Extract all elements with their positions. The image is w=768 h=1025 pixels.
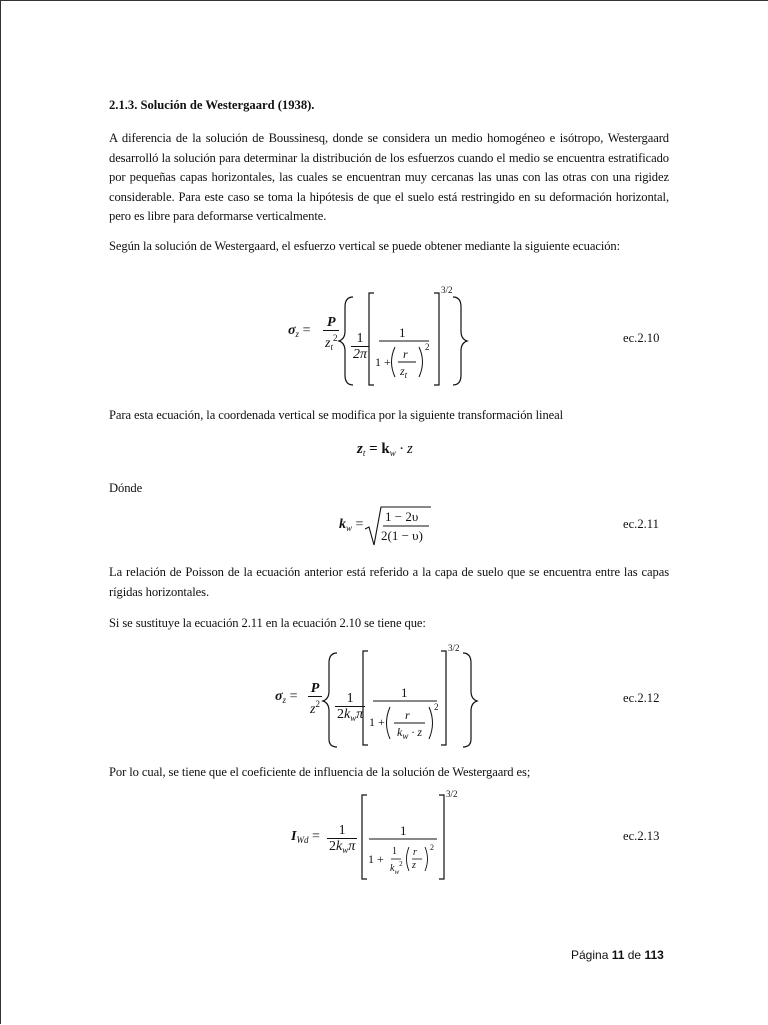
paragraph-transformation: Para esta ecuación, la coordenada vertical se modifica por la siguiente transformación lineal: [109, 408, 564, 422]
equation-2-12-label: ec.2.12: [623, 691, 660, 705]
equation-2-10-label: ec.2.10: [623, 331, 660, 345]
page-word: Página: [571, 948, 609, 962]
equation-transformation: $z_t = k_w \cdot z$: [357, 441, 413, 458]
paragraph-influence-coefficient: Por lo cual, se tiene que el coeficiente de influencia de la solución de Westergaard es;: [109, 765, 531, 779]
of-word: de: [627, 948, 642, 962]
paragraph-donde: Dónde: [109, 481, 143, 495]
document-page: 2.1.3. Solución de Westergaard (1938). A diferencia de la solución de Boussinesq, donde se considera un medio homogéneo e isótropo, Westergaard desarrolló la solución para determinar la distribución de los esfuerzos cuando el medio se encuentra estratificado por pequeñas capas horizontales, las cuales se encuentran muy cercanas las unas con las otras con una rigidez considerable. Para este caso se toma la hipótesis de que el suelo está restringido en su deformación horizontal, pero es libre para deformarse verticalmente. Según la solución de Westergaard, el esfuerzo vertical se puede obtener mediante la siguiente ecuación: $\sigma_z$ = $\frac{P}{z_t^2}$ $\frac{1}{2\pi}$ 1 1 + r $z_t$ 2 3/2 ec.2.10 Para esta ecuación, la coordenada vertical se modifica por la siguiente transformación lineal $z_t = k_w \cdot z$ Dónde $k_w$ = 1 − 2υ 2(1 − υ) ec.2.11 La relación de Poisson de la ecuación anterior está referido a la capa de suelo que se encuentra entre las capas rígidas horizontales. Si se sustituye la ecuación 2.11 en la ecuación 2.10 se tiene que: $\sigma_z$ = $\frac{P}{z^2}$ $\frac{1}{2k_w\pi}$ 1 1 + r $k_w \cdot z$ 2 3/2 ec.2.12 Por lo cual, se tiene que el coeficiente de influencia de la solución de Westergaard es; $I_{Wd}$ = $\frac{1}{2k_w\pi}$ 1 1 + 1 $k_w^2$ r z 2 3/2 ec.2.13 Página 11 de 113: [0, 0, 768, 1024]
page-number: 11: [611, 948, 625, 962]
page-total: 113: [644, 948, 664, 962]
paragraph-poisson: La relación de Poisson de la ecuación anterior está referido a la capa de suelo que se encuentra entre las capas rígidas horizontales.: [109, 565, 669, 599]
paragraph-intro: A diferencia de la solución de Boussinesq, donde se considera un medio homogéneo e isótropo, Westergaard desarrolló la solución para determinar la distribución de los esfuerzos cuando el medio se encuentra estratificado por pequeñas capas horizontales, las cuales se encuentran muy cercanas las unas con las otras con una rigidez considerable. Para este caso se toma la hipótesis de que el suelo está restringido en su deformación horizontal, pero es libre para deformarse verticalmente.: [109, 131, 669, 223]
paragraph-substitution: Si se sustituye la ecuación 2.11 en la ecuación 2.10 se tiene que:: [109, 616, 426, 630]
equation-2-11-label: ec.2.11: [623, 517, 659, 531]
paragraph-westergaard-solution: Según la solución de Westergaard, el esfuerzo vertical se puede obtener mediante la siguiente ecuación:: [109, 239, 621, 253]
equation-2-13-brackets: [1, 1, 768, 1025]
section-heading: 2.1.3. Solución de Westergaard (1938).: [109, 98, 315, 112]
equation-2-13-label: ec.2.13: [623, 829, 660, 843]
page-footer: [571, 948, 664, 962]
